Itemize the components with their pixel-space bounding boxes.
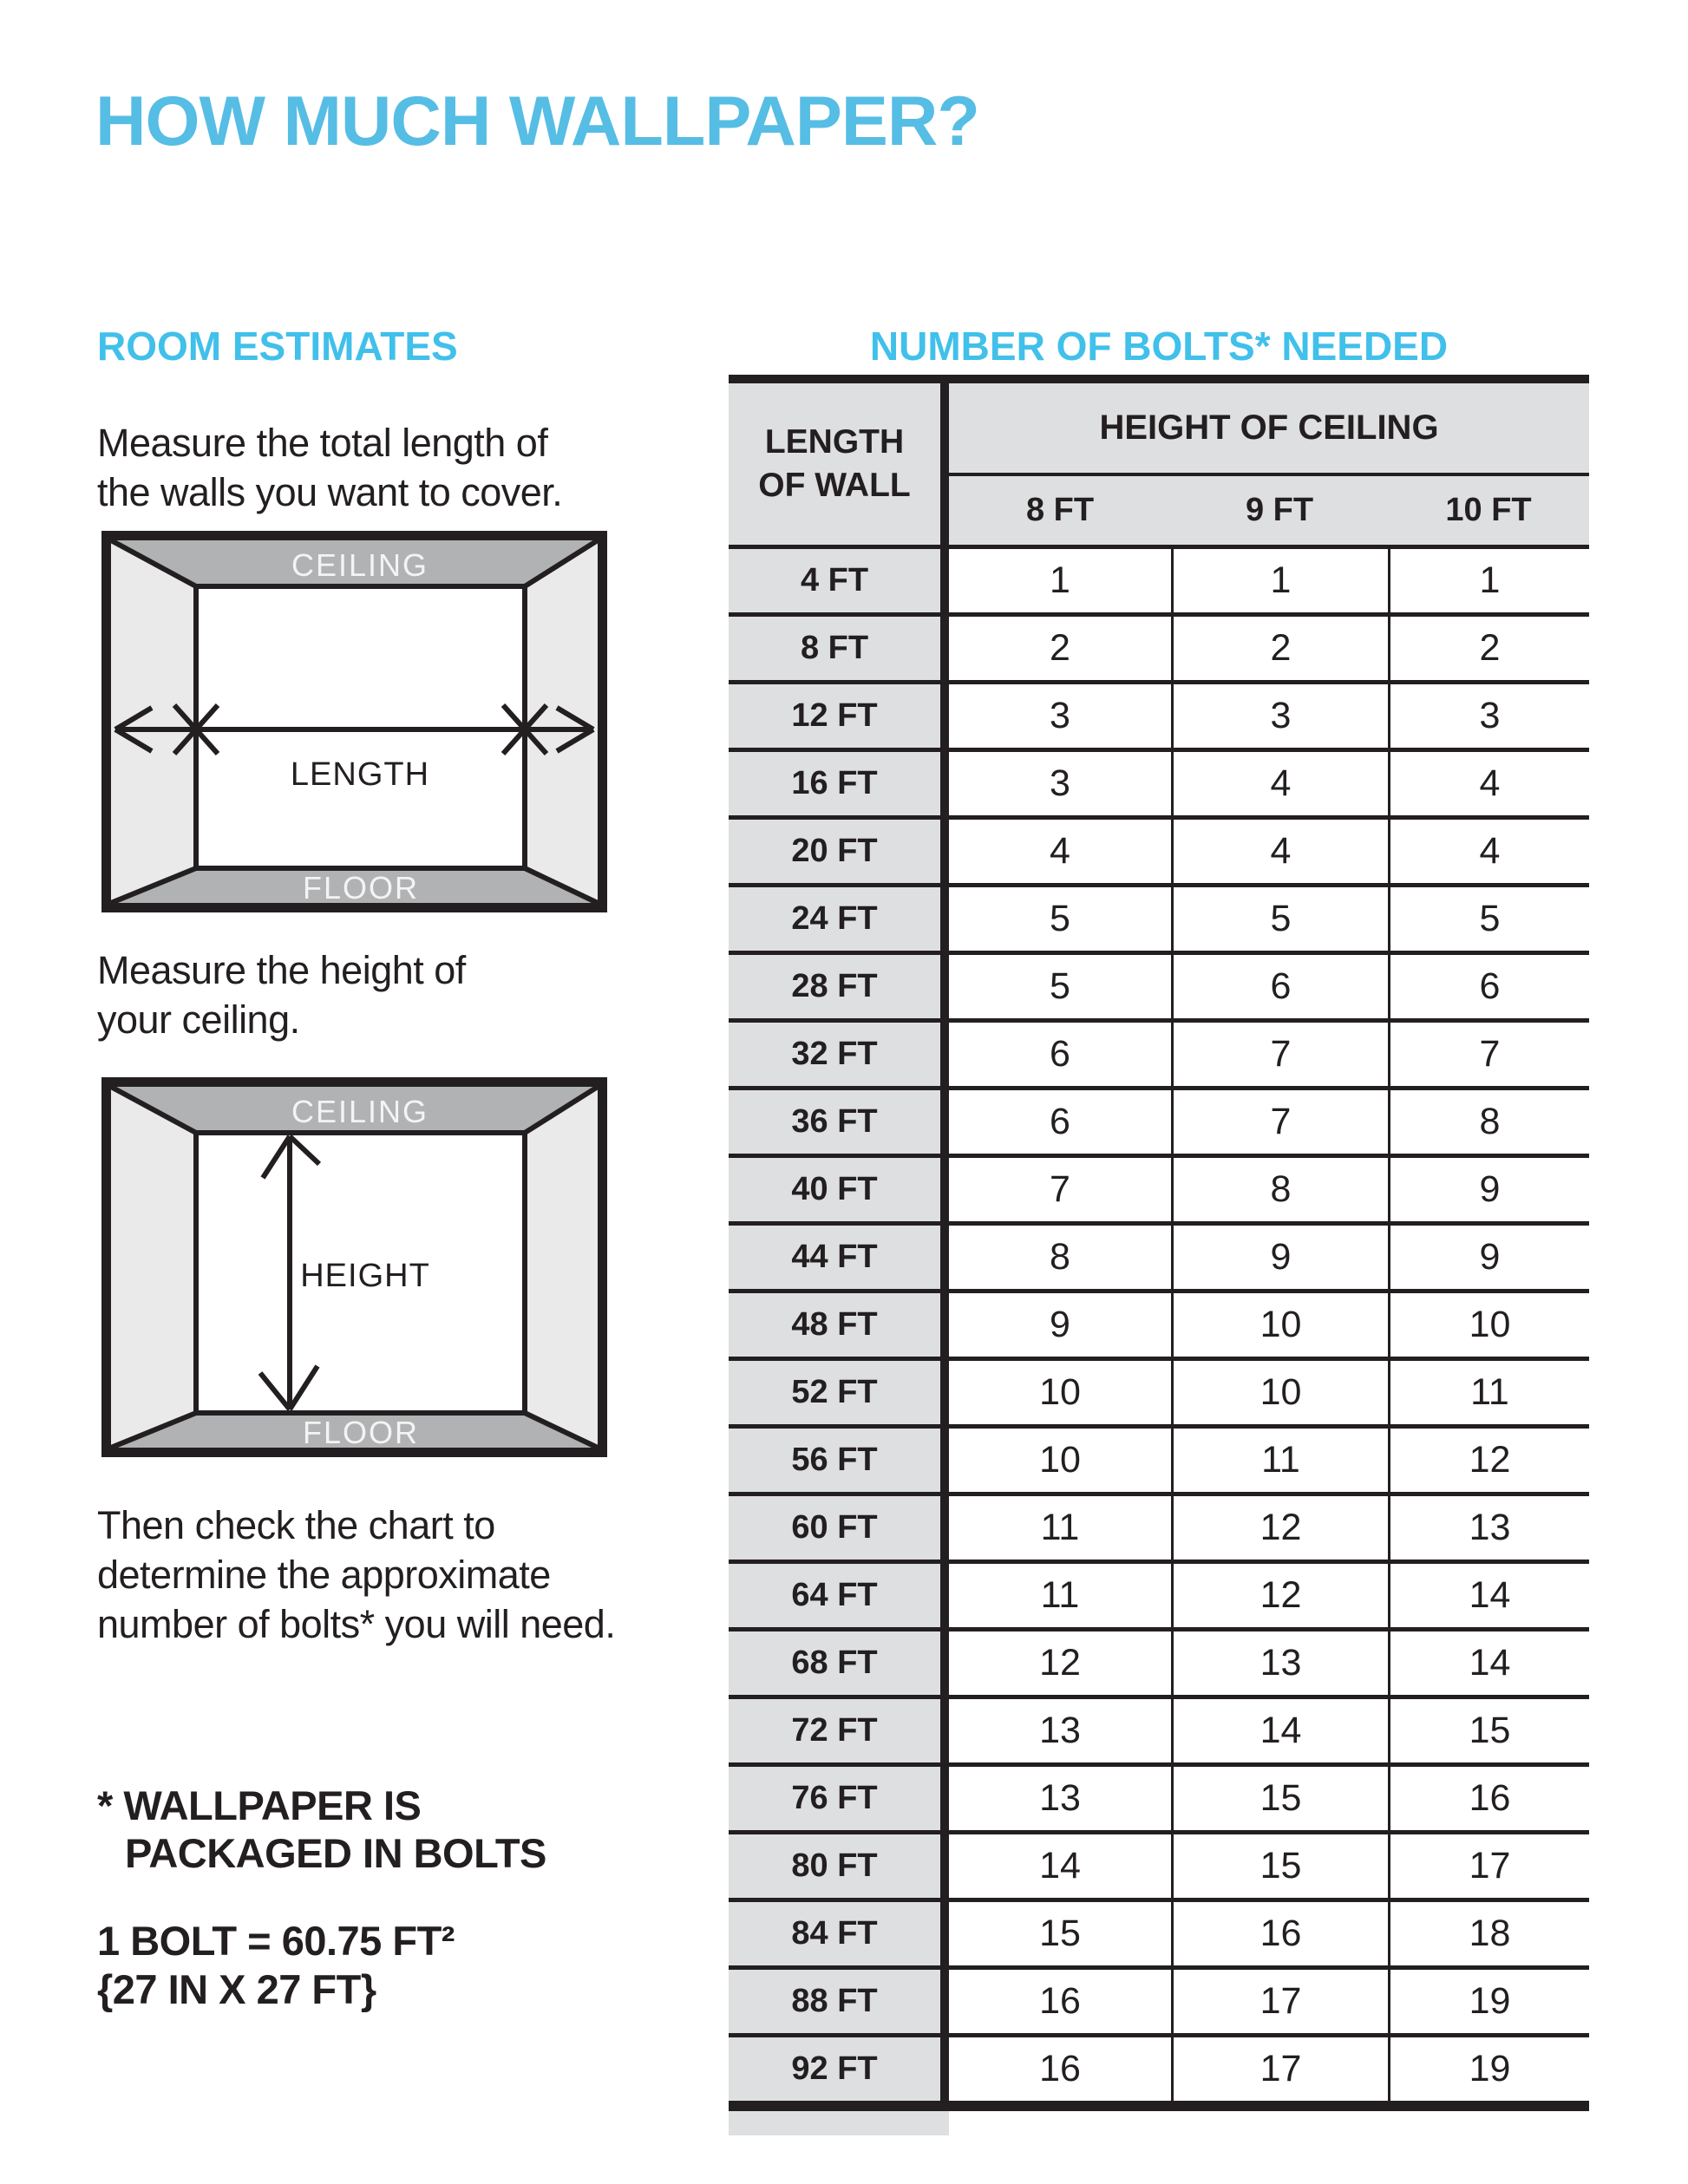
bolts-cell-8ft: 14 <box>1039 1845 1081 1886</box>
row-length-label: 4 FT <box>729 549 940 612</box>
bolts-cell-9ft: 4 <box>1171 752 1388 815</box>
column-divider <box>940 1564 949 1627</box>
row-length-label: 88 FT <box>729 1970 940 2033</box>
step1-line1: Measure the total length of <box>97 421 548 465</box>
bolts-cell-9ft: 10 <box>1171 1361 1388 1424</box>
length-label: LENGTH <box>290 756 430 793</box>
bolts-cell-8ft: 2 <box>1050 627 1070 669</box>
table-row <box>729 1699 1589 1767</box>
bolts-cell-9ft: 17 <box>1171 2037 1388 2101</box>
bolts-cell-10ft: 11 <box>1388 1361 1589 1424</box>
bolts-cell-8ft: 4 <box>1050 830 1070 872</box>
table-row <box>729 2037 1589 2101</box>
step1-text <box>97 418 562 517</box>
bolts-cell-10ft: 15 <box>1388 1699 1589 1762</box>
step3-line2: determine the approximate <box>97 1553 551 1597</box>
column-divider <box>940 1970 949 2033</box>
row-length-label: 56 FT <box>729 1429 940 1492</box>
bolts-cell-10ft: 14 <box>1388 1631 1589 1695</box>
bolts-cell-8ft: 11 <box>1040 1507 1080 1548</box>
room-estimates-heading: ROOM ESTIMATES <box>97 324 458 369</box>
height-of-ceiling-group <box>949 383 1589 545</box>
table-row <box>729 955 1589 1023</box>
step1-line2: the walls you want to cover. <box>97 470 563 514</box>
column-divider <box>940 1158 949 1221</box>
table-row <box>729 549 1589 617</box>
row-length-label: 32 FT <box>729 1023 940 1086</box>
bolts-cell-9ft: 17 <box>1171 1970 1388 2033</box>
right-wall-surface <box>525 1087 598 1448</box>
bolts-cell-9ft: 4 <box>1171 820 1388 883</box>
bolts-cell-8ft: 16 <box>1039 2048 1081 2089</box>
table-row <box>729 1834 1589 1902</box>
bolts-cell-8ft: 6 <box>1050 1033 1070 1075</box>
column-divider <box>940 1767 949 1830</box>
column-divider <box>940 1631 949 1695</box>
bolts-cell-10ft: 19 <box>1388 2037 1589 2101</box>
right-wall-surface <box>525 540 598 903</box>
bolts-cell-10ft: 8 <box>1388 1090 1589 1154</box>
bolts-cell-9ft: 14 <box>1171 1699 1388 1762</box>
bolts-cell-10ft: 4 <box>1388 820 1589 883</box>
bolts-cell-8ft: 15 <box>1039 1913 1081 1954</box>
length-of-wall-header <box>729 383 940 545</box>
step3-text <box>97 1501 615 1649</box>
bolts-cell-9ft: 15 <box>1171 1767 1388 1830</box>
bolt-size-line1: 1 BOLT = 60.75 FT² <box>97 1918 455 1964</box>
bolts-cell-10ft: 16 <box>1388 1767 1589 1830</box>
floor-label: FLOOR <box>302 870 420 906</box>
bolts-cell-9ft: 16 <box>1171 1902 1388 1965</box>
bolts-cell-9ft: 2 <box>1171 617 1388 680</box>
bolts-cell-10ft: 12 <box>1388 1429 1589 1492</box>
bolts-cell-10ft: 17 <box>1388 1834 1589 1898</box>
column-divider <box>940 549 949 612</box>
bolts-cell-10ft: 19 <box>1388 1970 1589 2033</box>
table-row <box>729 684 1589 752</box>
row-length-label: 60 FT <box>729 1496 940 1560</box>
table-body <box>729 549 1589 2101</box>
bolts-cell-8ft: 9 <box>1050 1304 1070 1345</box>
column-divider <box>940 1834 949 1898</box>
bolts-cell-8ft: 13 <box>1039 1777 1081 1819</box>
column-divider <box>940 1429 949 1492</box>
ceiling-label: CEILING <box>291 1094 429 1129</box>
table-row <box>729 1293 1589 1361</box>
room-length-diagram <box>101 531 607 912</box>
step2-line1: Measure the height of <box>97 948 466 992</box>
row-length-label: 36 FT <box>729 1090 940 1154</box>
table-row <box>729 1429 1589 1496</box>
bolts-cell-9ft: 1 <box>1171 549 1388 612</box>
bolts-cell-10ft: 3 <box>1388 684 1589 748</box>
corner-line1: LENGTH <box>764 423 905 461</box>
ceiling-label: CEILING <box>291 547 429 583</box>
bolts-cell-9ft: 6 <box>1171 955 1388 1018</box>
column-divider <box>940 617 949 680</box>
bolts-cell-8ft: 13 <box>1039 1710 1081 1751</box>
row-length-label: 52 FT <box>729 1361 940 1424</box>
floor-label: FLOOR <box>302 1415 420 1450</box>
bolts-cell-8ft: 6 <box>1050 1101 1070 1142</box>
table-row <box>729 1970 1589 2037</box>
footnote-line2: PACKAGED IN BOLTS <box>125 1830 546 1876</box>
bolts-cell-9ft: 7 <box>1171 1090 1388 1154</box>
bolts-cell-10ft: 4 <box>1388 752 1589 815</box>
column-divider <box>940 684 949 748</box>
bolts-cell-8ft: 8 <box>1050 1236 1070 1278</box>
height-label: HEIGHT <box>300 1258 430 1294</box>
bolts-cell-8ft: 5 <box>1050 898 1070 939</box>
col-header-8ft: 8 FT <box>1025 492 1095 528</box>
table-row <box>729 1496 1589 1564</box>
table-row <box>729 1090 1589 1158</box>
bolts-cell-10ft: 6 <box>1388 955 1589 1018</box>
header-divider <box>940 383 949 545</box>
row-length-label: 84 FT <box>729 1902 940 1965</box>
column-divider <box>940 1496 949 1560</box>
table-row <box>729 1902 1589 1970</box>
bolts-cell-10ft: 5 <box>1388 887 1589 951</box>
bolts-cell-8ft: 16 <box>1039 1980 1081 2022</box>
table-row <box>729 1767 1589 1834</box>
bolts-cell-9ft: 12 <box>1171 1496 1388 1560</box>
row-length-label: 40 FT <box>729 1158 940 1221</box>
bolts-cell-10ft: 14 <box>1388 1564 1589 1627</box>
table-row <box>729 1361 1589 1429</box>
table-row <box>729 617 1589 684</box>
row-length-label: 20 FT <box>729 820 940 883</box>
table-row <box>729 1631 1589 1699</box>
bolts-cell-8ft: 3 <box>1050 695 1070 736</box>
row-length-label: 44 FT <box>729 1226 940 1289</box>
column-divider <box>940 1090 949 1154</box>
row-length-label: 80 FT <box>729 1834 940 1898</box>
bolts-cell-8ft: 3 <box>1050 762 1070 804</box>
page-title: HOW MUCH WALLPAPER? <box>95 82 979 160</box>
bolts-cell-8ft: 12 <box>1039 1642 1081 1684</box>
column-divider <box>940 820 949 883</box>
bolt-size-info <box>97 1917 455 2014</box>
ceiling-height-subheader-row <box>949 476 1589 545</box>
bolts-cell-9ft: 3 <box>1171 684 1388 748</box>
column-divider <box>940 1361 949 1424</box>
table-row <box>729 1023 1589 1090</box>
bolts-cell-10ft: 9 <box>1388 1158 1589 1221</box>
bolts-cell-8ft: 5 <box>1050 965 1070 1007</box>
bolts-table <box>729 375 1589 2111</box>
bolts-cell-9ft: 11 <box>1171 1429 1388 1492</box>
col-header-10ft: 10 FT <box>1445 492 1532 528</box>
bolts-cell-9ft: 13 <box>1171 1631 1388 1695</box>
row-length-label: 24 FT <box>729 887 940 951</box>
bolts-cell-8ft: 11 <box>1040 1574 1080 1616</box>
bolts-cell-8ft: 7 <box>1050 1168 1070 1210</box>
bolts-cell-10ft: 18 <box>1388 1902 1589 1965</box>
bolts-cell-10ft: 10 <box>1388 1293 1589 1357</box>
column-divider <box>940 887 949 951</box>
column-divider <box>940 1023 949 1086</box>
bolts-cell-10ft: 2 <box>1388 617 1589 680</box>
bolts-cell-10ft: 7 <box>1388 1023 1589 1086</box>
row-length-label: 72 FT <box>729 1699 940 1762</box>
ceiling-height-diagram <box>101 1077 607 1457</box>
column-divider <box>940 1226 949 1289</box>
row-length-label: 92 FT <box>729 2037 940 2101</box>
bolts-cell-9ft: 15 <box>1171 1834 1388 1898</box>
row-length-label: 68 FT <box>729 1631 940 1695</box>
bolts-cell-9ft: 10 <box>1171 1293 1388 1357</box>
table-row <box>729 887 1589 955</box>
table-row <box>729 752 1589 820</box>
bolts-cell-10ft: 9 <box>1388 1226 1589 1289</box>
bolts-cell-8ft: 10 <box>1039 1439 1081 1481</box>
row-length-label: 12 FT <box>729 684 940 748</box>
table-row <box>729 1226 1589 1293</box>
corner-line2: OF WALL <box>758 467 911 504</box>
table-row <box>729 1564 1589 1631</box>
column-divider <box>940 2037 949 2101</box>
bolts-cell-8ft: 1 <box>1050 559 1070 601</box>
column-divider <box>940 1699 949 1762</box>
wallpaper-bolts-footnote <box>97 1782 546 1877</box>
bolts-cell-10ft: 1 <box>1388 549 1589 612</box>
table-bottom-border <box>729 2101 1589 2111</box>
bolts-cell-8ft: 10 <box>1039 1371 1081 1413</box>
bolt-size-line2: {27 IN X 27 FT} <box>97 1966 376 2012</box>
bolts-cell-9ft: 5 <box>1171 887 1388 951</box>
left-wall-surface <box>111 1087 196 1448</box>
row-length-label: 28 FT <box>729 955 940 1018</box>
height-of-ceiling-header: HEIGHT OF CEILING <box>949 383 1589 476</box>
bolts-cell-10ft: 13 <box>1388 1496 1589 1560</box>
table-top-border <box>729 375 1589 383</box>
bolts-cell-9ft: 12 <box>1171 1564 1388 1627</box>
row-length-label: 48 FT <box>729 1293 940 1357</box>
column-divider <box>940 955 949 1018</box>
row-length-label: 76 FT <box>729 1767 940 1830</box>
row-length-label: 16 FT <box>729 752 940 815</box>
row-length-label: 64 FT <box>729 1564 940 1627</box>
column-divider <box>940 1902 949 1965</box>
step3-line1: Then check the chart to <box>97 1503 495 1547</box>
table-header <box>729 383 1589 545</box>
table-row <box>729 820 1589 887</box>
bolts-cell-9ft: 9 <box>1171 1226 1388 1289</box>
step2-text <box>97 945 466 1044</box>
step3-line3: number of bolts* you will need. <box>97 1602 616 1646</box>
col-header-9ft: 9 FT <box>1245 492 1314 528</box>
footnote-line1: * WALLPAPER IS <box>97 1782 422 1828</box>
table-left-column-stub <box>729 2111 949 2135</box>
column-divider <box>940 752 949 815</box>
bolts-cell-9ft: 7 <box>1171 1023 1388 1086</box>
step2-line2: your ceiling. <box>97 997 300 1042</box>
bolts-needed-heading: NUMBER OF BOLTS* NEEDED <box>869 324 1449 369</box>
table-row <box>729 1158 1589 1226</box>
row-length-label: 8 FT <box>729 617 940 680</box>
bolts-cell-9ft: 8 <box>1171 1158 1388 1221</box>
column-divider <box>940 1293 949 1357</box>
